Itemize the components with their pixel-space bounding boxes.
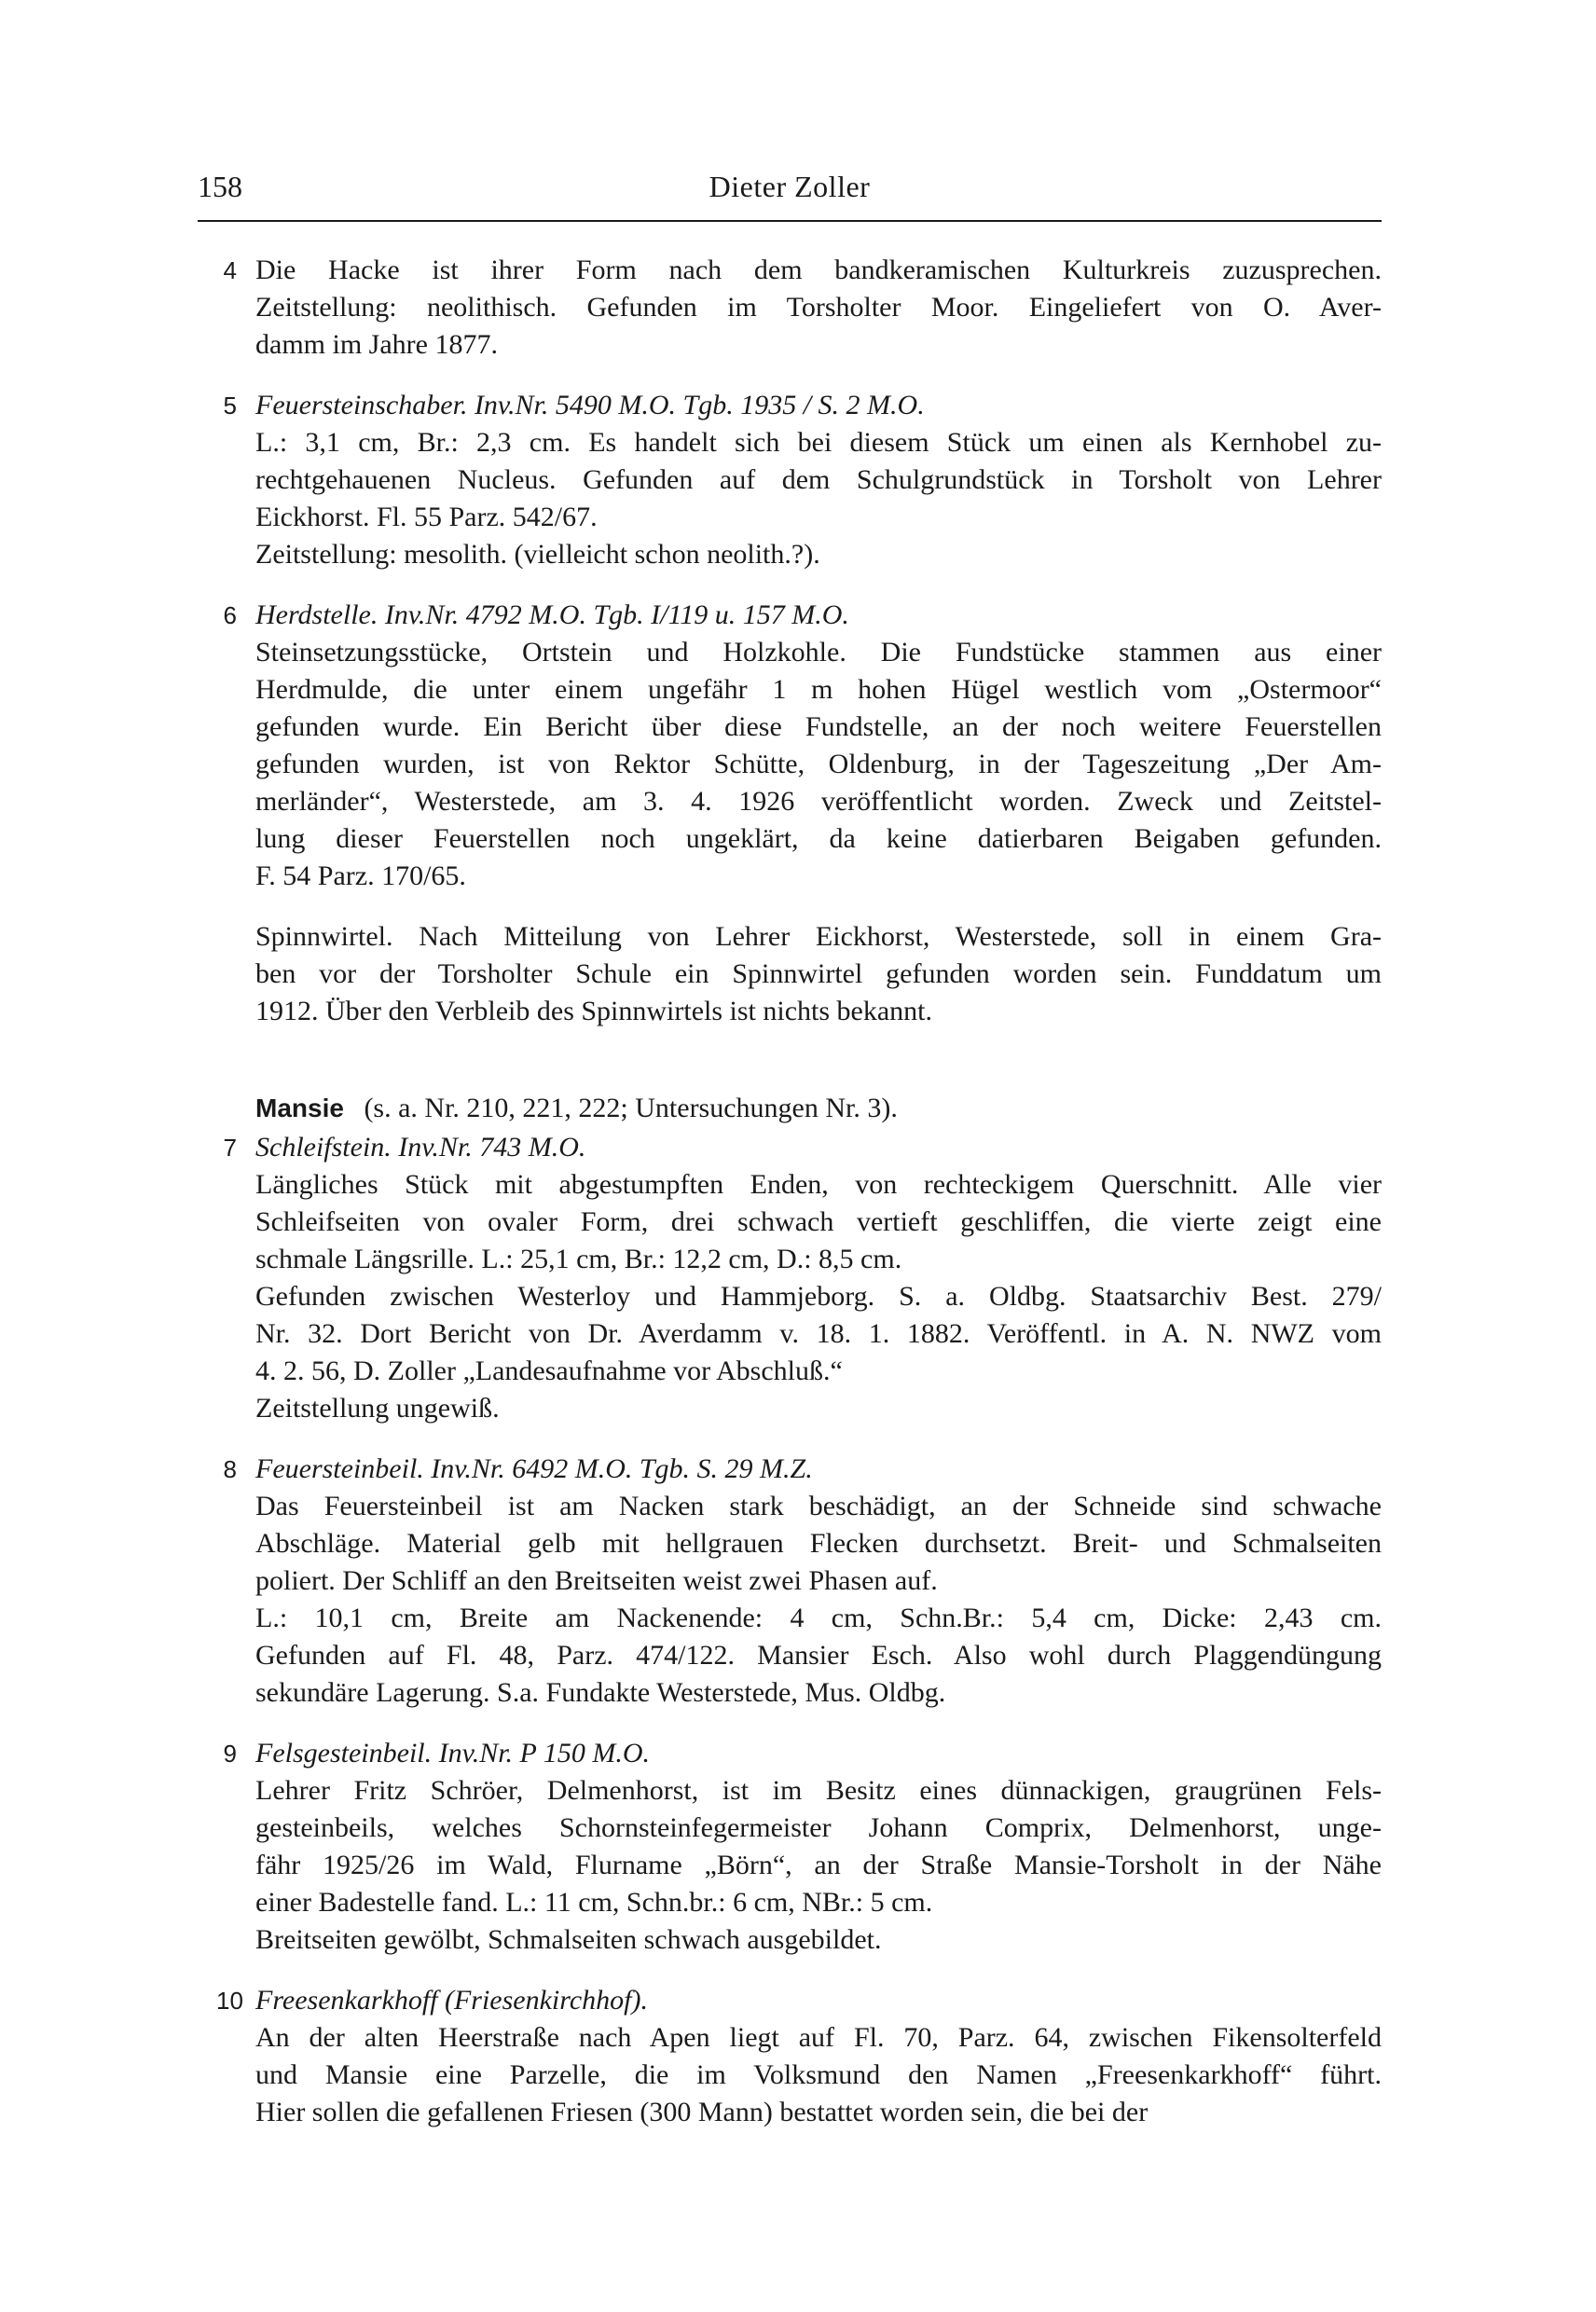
section-name: Mansie [255, 1094, 344, 1122]
section-refs: (s. a. Nr. 210, 221, 222; Untersuchungen Nr. 3). [364, 1093, 898, 1123]
text-line: poliert. Der Schliff an den Breitseiten weist zwei Phasen auf. [255, 1565, 938, 1596]
spinnwirtel-paragraph [198, 918, 1382, 1030]
entry-title: Freesenkarkhoff (Friesenkirchhof). [255, 1985, 648, 2016]
text-line: Herdmulde, die unter einem ungefähr 1 m hohen Hügel westlich vom „Ostermoor“ [255, 674, 1382, 705]
header-rule [198, 220, 1382, 222]
text-line: gefunden wurden, ist von Rektor Schütte, Oldenburg, in der Tageszeitung „Der Am- [255, 749, 1382, 779]
entry-number: 7 [223, 1134, 237, 1162]
text-line: Breitseiten gewölbt, Schmalseiten schwach ausgebildet. [255, 1924, 882, 1955]
text-line: Nr. 32. Dort Bericht von Dr. Averdamm v. 18. 1. 1882. Veröffentl. in A. N. NWZ vom [255, 1318, 1382, 1349]
text-line: L.: 10,1 cm, Breite am Nackenende: 4 cm, Schn.Br.: 5,4 cm, Dicke: 2,43 cm. [255, 1603, 1382, 1633]
text-line: Zeitstellung ungewiß. [255, 1393, 500, 1424]
text-line: Steinsetzungsstücke, Ortstein und Holzkohle. Die Fundstücke stammen aus einer [255, 637, 1382, 667]
entries-group-b [198, 1129, 1382, 2131]
entry-title: Feuersteinbeil. Inv.Nr. 6492 M.O. Tgb. S. 29 M.Z. [255, 1453, 813, 1484]
text-line: 1912. Über den Verbleib des Spinnwirtels ist nichts bekannt. [255, 996, 933, 1026]
entry-number: 10 [216, 1987, 243, 2015]
text-line: L.: 3,1 cm, Br.: 2,3 cm. Es handelt sich bei diesem Stück um einen als Kernhobel zu- [255, 427, 1382, 458]
text-line: Eickhorst. Fl. 55 Parz. 542/67. [255, 502, 598, 532]
text-line: Lehrer Fritz Schröer, Delmenhorst, ist im Besitz eines dünnackigen, graugrünen Fels- [255, 1775, 1382, 1806]
text-line: gefunden wurde. Ein Bericht über diese Fundstelle, an der noch weitere Feuerstellen [255, 711, 1382, 742]
text-line: An der alten Heerstraße nach Apen liegt auf Fl. 70, Parz. 64, zwischen Fikensolterfeld [255, 2022, 1382, 2053]
entry-5 [198, 387, 1382, 573]
text-line: Spinnwirtel. Nach Mitteilung von Lehrer Eickhorst, Westerstede, soll in einem Gra- [255, 921, 1382, 952]
text-line: Gefunden zwischen Westerloy und Hammjeborg. S. a. Oldbg. Staatsarchiv Best. 279/ [255, 1281, 1382, 1312]
entry-number: 5 [223, 392, 237, 420]
entries-group-a [198, 252, 1382, 895]
page-number: 158 [198, 170, 242, 203]
entry-10 [198, 1982, 1382, 2131]
text-line: sekundäre Lagerung. S.a. Fundakte Westerstede, Mus. Oldbg. [255, 1677, 946, 1708]
entry-9 [198, 1735, 1382, 1959]
entry-6 [198, 597, 1382, 895]
entry-number: 9 [223, 1740, 237, 1768]
text-line: fähr 1925/26 im Wald, Flurname „Börn“, an der Straße Mansie-Torsholt in der Nähe [255, 1850, 1382, 1880]
text-line: Das Feuersteinbeil ist am Nacken stark beschädigt, an der Schneide sind schwache [255, 1491, 1382, 1521]
entry-title: Schleifstein. Inv.Nr. 743 M.O. [255, 1132, 586, 1163]
text-line: Zeitstellung: neolithisch. Gefunden im Torsholter Moor. Eingeliefert von O. Aver- [255, 292, 1382, 323]
entry-number: 6 [223, 601, 237, 629]
entry-title: Herdstelle. Inv.Nr. 4792 M.O. Tgb. I/119 u. 157 M.O. [255, 599, 849, 630]
section-heading [198, 1090, 1382, 1127]
entry-7 [198, 1129, 1382, 1427]
running-title: Dieter Zoller [709, 170, 871, 203]
text-line: 4. 2. 56, D. Zoller „Landesaufnahme vor Abschluß.“ [255, 1356, 843, 1386]
text-line: einer Badestelle fand. L.: 11 cm, Schn.br.: 6 cm, NBr.: 5 cm. [255, 1887, 933, 1918]
entry-4 [198, 252, 1382, 364]
text-line: merländer“, Westerstede, am 3. 4. 1926 veröffentlicht worden. Zweck und Zeitstel- [255, 786, 1382, 817]
text-line: Die Hacke ist ihrer Form nach dem bandkeramischen Kulturkreis zuzusprechen. [255, 255, 1382, 285]
page-header [198, 168, 1382, 220]
text-line: Zeitstellung: mesolith. (vielleicht schon neolith.?). [255, 539, 820, 570]
text-line: ben vor der Torsholter Schule ein Spinnwirtel gefunden worden sein. Funddatum um [255, 958, 1382, 989]
page-content [198, 252, 1382, 2154]
text-line: schmale Längsrille. L.: 25,1 cm, Br.: 12,2 cm, D.: 8,5 cm. [255, 1244, 902, 1274]
text-line: lung dieser Feuerstellen noch ungeklärt, da keine datierbaren Beigaben gefunden. [255, 823, 1382, 854]
text-line: und Mansie eine Parzelle, die im Volksmund den Namen „Freesenkarkhoff“ führt. [255, 2059, 1382, 2090]
text-line: Längliches Stück mit abgestumpften Enden, von rechteckigem Querschnitt. Alle vier [255, 1169, 1382, 1200]
entry-8 [198, 1451, 1382, 1712]
text-line: gesteinbeils, welches Schornsteinfegermeister Johann Comprix, Delmenhorst, unge- [255, 1812, 1382, 1843]
text-line: Hier sollen die gefallenen Friesen (300 Mann) bestattet worden sein, die bei der [255, 2097, 1149, 2127]
text-line: Gefunden auf Fl. 48, Parz. 474/122. Mansier Esch. Also wohl durch Plaggendüngung [255, 1640, 1382, 1671]
text-line: Schleifseiten von ovaler Form, drei schwach vertieft geschliffen, die vierte zeigt eine [255, 1206, 1382, 1237]
entry-title: Felsgesteinbeil. Inv.Nr. P 150 M.O. [255, 1738, 650, 1768]
text-line: rechtgehauenen Nucleus. Gefunden auf dem Schulgrundstück in Torsholt von Lehrer [255, 464, 1382, 495]
entry-number: 4 [223, 256, 237, 284]
text-line: damm im Jahre 1877. [255, 329, 498, 360]
text-line: F. 54 Parz. 170/65. [255, 860, 466, 891]
entry-number: 8 [223, 1455, 237, 1483]
entry-title: Feuersteinschaber. Inv.Nr. 5490 M.O. Tgb. 1935 / S. 2 M.O. [255, 390, 925, 420]
text-line: Abschläge. Material gelb mit hellgrauen Flecken durchsetzt. Breit- und Schmalseiten [255, 1528, 1382, 1559]
